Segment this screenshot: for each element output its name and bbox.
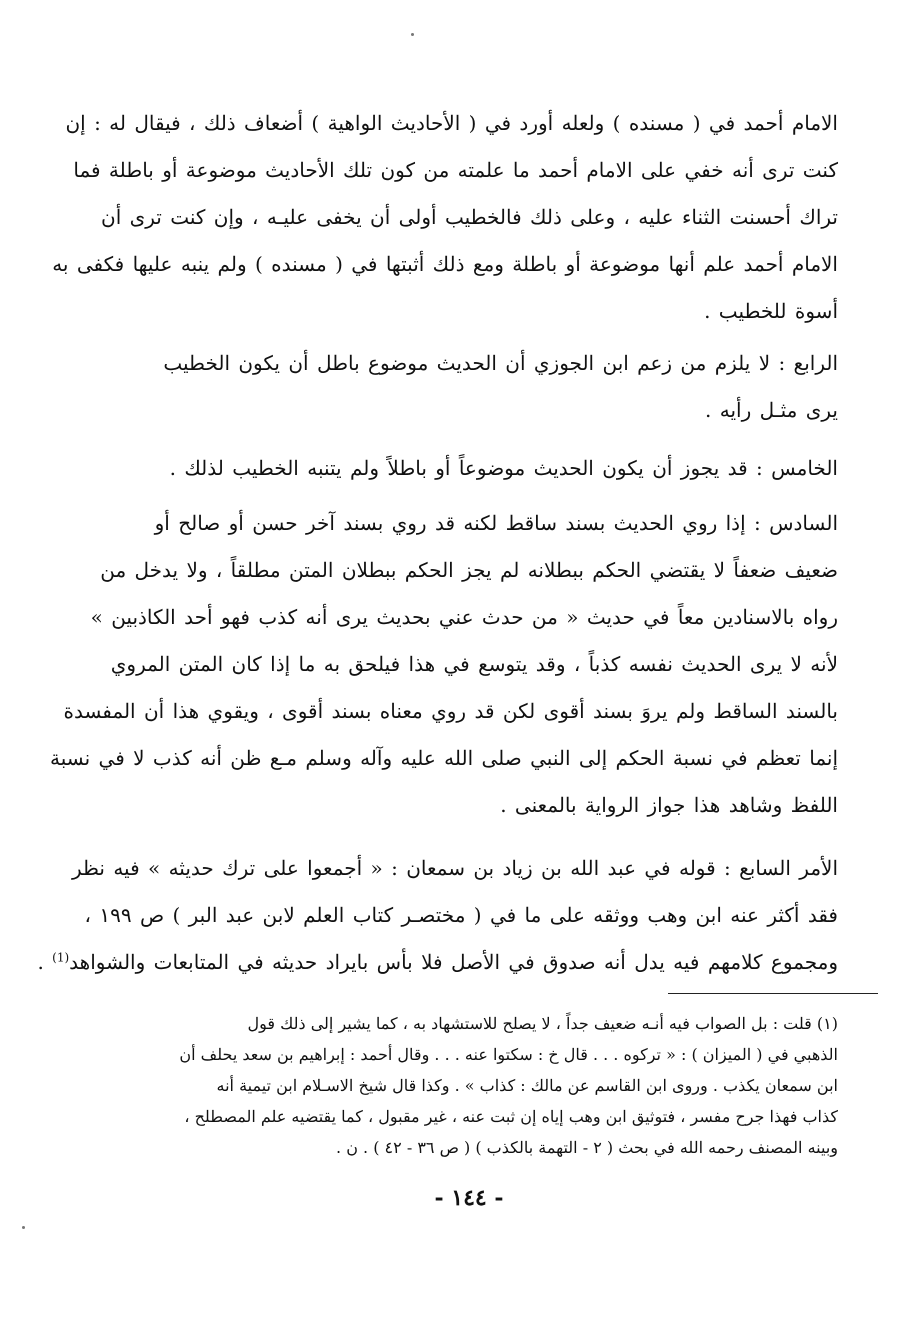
text-line: ضعيف ضعفاً لا يقتضي الحكم ببطلانه لم يجز الحكم ببطلان المتن مطلقاً ، ولا يدخل من bbox=[100, 558, 838, 582]
text-line: فقد أكثر عنه ابن وهب ووثقه على ما في ( مختصـر كتاب العلم لابن عبد البر ) ص ١٩٩ ، bbox=[84, 903, 838, 927]
paragraph-imam-ahmad bbox=[52, 100, 838, 335]
text-line: بالسند الساقط ولم يروَ بسند أقوى لكن قد روي معناه بسند أقوى ، ويقوي هذا أن المفسدة bbox=[63, 699, 838, 723]
footnote-line: الذهبي في ( الميزان ) : « تركوه . . . قال خ : سكتوا عنه . . . وقال أحمد : إبراهيم بن سعد يحلف أن bbox=[179, 1045, 838, 1064]
page-number: - ١٤٤ - bbox=[434, 1185, 504, 1211]
footnote-line: وبينه المصنف رحمه الله في بحث ( ٢ - التهمة بالكذب ) ( ص ٣٦ - ٤٢ ) . ن . bbox=[336, 1138, 838, 1157]
text-line: الامام أحمد في ( مسنده ) ولعله أورد في ( الأحاديث الواهية ) أضعاف ذلك ، فيقال له : إن bbox=[65, 111, 838, 135]
footnote-block bbox=[104, 1008, 838, 1163]
text-line: السادس : إذا روي الحديث بسند ساقط لكنه قد روي بسند آخر حسن أو صالح أو bbox=[154, 511, 838, 535]
text-line: الأمر السابع : قوله في عبد الله بن زياد بن سمعان : « أجمعوا على ترك حديثه » فيه نظر bbox=[71, 856, 838, 880]
footnote-separator bbox=[668, 993, 878, 994]
scan-speck bbox=[22, 1226, 25, 1229]
sentence-end-mark: . bbox=[37, 950, 53, 974]
text-line: رواه بالاسنادين معاً في حديث « من حدث عني بحديث يرى أنه كذب فهو أحد الكاذبين » bbox=[90, 605, 838, 629]
text-line: إنما تعظم في نسبة الحكم إلى النبي صلى الله عليه وآله وسلم مـع ظن أنه كذب لا في نسبة bbox=[50, 746, 838, 770]
text-line-with-footnote-ref bbox=[37, 939, 838, 986]
paragraph-fourth-point bbox=[90, 340, 838, 434]
footnote-reference: (1) bbox=[52, 950, 70, 965]
text-line: أسوة للخطيب . bbox=[704, 299, 838, 323]
text-line: لأنه لا يرى الحديث نفسه كذباً ، وقد يتوسع في هذا فيلحق به ما إذا كان المتن المروي bbox=[110, 652, 838, 676]
text-run: ومجموع كلامهم فيه يدل أنه صدوق في الأصل فلا بأس بايراد حديثه في المتابعات والشواهد bbox=[69, 950, 838, 974]
paragraph-fifth-point bbox=[90, 445, 838, 492]
text-line: الرابع : لا يلزم من زعم ابن الجوزي أن الحديث موضوع باطل أن يكون الخطيب bbox=[163, 351, 838, 375]
paragraph-seventh-matter bbox=[37, 845, 838, 986]
text-line: الخامس : قد يجوز أن يكون الحديث موضوعاً أو باطلاً ولم يتنبه الخطيب لذلك . bbox=[169, 456, 838, 480]
text-line: اللفظ وشاهد هذا جواز الرواية بالمعنى . bbox=[500, 793, 838, 817]
text-line: يرى مثـل رأيه . bbox=[705, 398, 838, 422]
paragraph-sixth-point bbox=[50, 500, 838, 829]
text-line: كنت ترى أنه خفي على الامام أحمد ما علمته من كون تلك الأحاديث موضوعة أو باطلة فما bbox=[73, 158, 838, 182]
footnote-line: ابن سمعان يكذب . وروى ابن القاسم عن مالك : كذاب » . وكذا قال شيخ الاسـلام ابن تيمية أنه bbox=[216, 1076, 838, 1095]
footnote-line: كذاب فهذا جرح مفسر ، فتوثيق ابن وهب إياه إن ثبت عنه ، غير مقبول ، كما يقتضيه علم المصطلح ، bbox=[184, 1107, 838, 1126]
scan-speck bbox=[411, 33, 414, 36]
text-line: الامام أحمد علم أنها موضوعة أو باطلة ومع ذلك أثبتها في ( مسنده ) ولم ينبه عليها فكفى به bbox=[52, 252, 838, 276]
footnote-line: (١) قلت : بل الصواب فيه أنـه ضعيف جداً ، لا يصلح للاستشهاد به ، كما يشير إلى ذلك قول bbox=[247, 1014, 838, 1033]
text-line: تراك أحسنت الثناء عليه ، وعلى ذلك فالخطيب أولى أن يخفى عليـه ، وإن كنت ترى أن bbox=[101, 205, 838, 229]
